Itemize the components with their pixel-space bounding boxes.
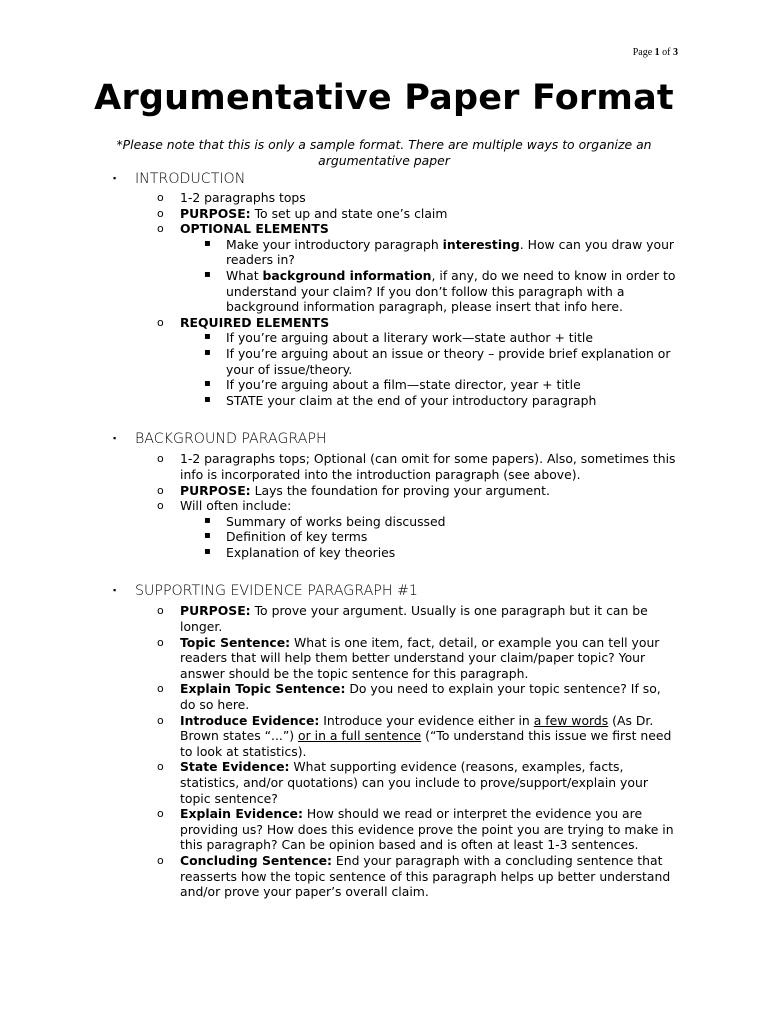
- item-text: What is one item, fact, detail, or example you can tell your readers that will help them better understand your claim/paper topic? Your answer should be the topic sentence for this paragraph.: [180, 634, 660, 681]
- item-text: Introduce your evidence either in: [319, 712, 534, 728]
- square-bullet-icon: ▪: [204, 331, 211, 343]
- page-title: Argumentative Paper Format: [94, 78, 674, 118]
- underlined-text: a few words: [533, 712, 609, 728]
- item-label: Topic Sentence:: [180, 634, 291, 650]
- section-heading: BACKGROUND PARAGRAPH: [135, 431, 327, 448]
- item-text: . How can you draw your readers in?: [226, 236, 675, 268]
- circle-bullet-icon: o: [157, 315, 164, 329]
- circle-bullet-icon: o: [157, 222, 164, 236]
- circle-bullet-icon: o: [157, 604, 164, 618]
- circle-bullet-icon: o: [157, 760, 164, 774]
- circle-bullet-icon: o: [157, 807, 164, 821]
- sub-list-item: [204, 377, 676, 393]
- item-label: Concluding Sentence:: [180, 852, 332, 868]
- item-text: What supporting evidence (reasons, examples, facts, statistics, and/or quotations) can you include to prove/support/explain your topic sentence?: [180, 759, 648, 806]
- item-text: , if any, do we need to know in order to understand your claim? If you don’t follow this paragraph with a background information paragraph, please insert that info here.: [226, 267, 676, 315]
- item-label: OPTIONAL ELEMENTS: [180, 221, 329, 237]
- list-item: [157, 205, 680, 222]
- item-text: Lays the foundation for proving your argument.: [250, 482, 550, 498]
- list-item: [157, 314, 680, 331]
- page-current: 1: [654, 47, 660, 58]
- sub-list-item: [204, 529, 676, 545]
- list-item: [157, 603, 680, 635]
- item-label: PURPOSE:: [180, 482, 251, 498]
- circle-bullet-icon: o: [157, 682, 164, 696]
- item-text: Explanation of key theories: [226, 544, 396, 560]
- square-bullet-icon: ▪: [113, 434, 117, 445]
- section-supporting-evidence: [113, 582, 768, 600]
- item-emphasis: background information: [262, 267, 432, 283]
- sub-list-item: [204, 345, 676, 377]
- item-text: 1-2 paragraphs tops; Optional (can omit for some papers). Also, sometimes this info is incorporated into the introduction paragraph (see above).: [180, 451, 676, 482]
- item-text: Definition of key terms: [226, 529, 368, 545]
- circle-bullet-icon: o: [157, 853, 164, 867]
- circle-bullet-icon: o: [157, 483, 164, 497]
- square-bullet-icon: ▪: [204, 237, 211, 249]
- item-label: Introduce Evidence:: [180, 712, 320, 728]
- page-word: Page: [632, 47, 653, 58]
- square-bullet-icon: ▪: [204, 545, 211, 557]
- circle-bullet-icon: o: [157, 206, 164, 220]
- list-item: [157, 712, 680, 760]
- section-heading: SUPPORTING EVIDENCE PARAGRAPH #1: [135, 583, 418, 600]
- document-body: [0, 170, 768, 900]
- item-text: End your paragraph with a concluding sentence that reasserts how the topic sentence of this paragraph helps up better understand and/or prove your paper’s overall claim.: [180, 852, 671, 900]
- list-item: [157, 806, 680, 853]
- square-bullet-icon: ▪: [204, 378, 211, 390]
- list-item: [157, 681, 680, 713]
- square-bullet-icon: ▪: [204, 514, 211, 526]
- page-number: [633, 47, 678, 58]
- section-background: [113, 430, 768, 448]
- item-text: If you’re arguing about a literary work—state author + title: [226, 330, 593, 346]
- item-label: REQUIRED ELEMENTS: [180, 314, 330, 330]
- sub-list-item: [204, 513, 676, 530]
- item-text: Make your introductory paragraph: [226, 236, 443, 252]
- item-text: (As Dr. Brown states “...”): [180, 712, 654, 744]
- of-word: of: [662, 47, 671, 58]
- page-total: 3: [673, 47, 678, 58]
- square-bullet-icon: ▪: [204, 393, 211, 405]
- circle-bullet-icon: o: [157, 191, 164, 204]
- list-item: [157, 482, 680, 499]
- item-text: If you’re arguing about an issue or theory – provide brief explanation or your of issue/theory.: [226, 345, 671, 377]
- item-text: 1-2 paragraphs tops: [180, 190, 306, 205]
- list-item: [157, 221, 680, 237]
- item-text: If you’re arguing about a film—state director, year + title: [226, 377, 581, 393]
- item-label: State Evidence:: [180, 759, 290, 775]
- section-heading: INTRODUCTION: [135, 171, 246, 187]
- square-bullet-icon: ▪: [204, 530, 211, 542]
- square-bullet-icon: ▪: [204, 268, 211, 280]
- underlined-text: or in a full sentence: [298, 728, 422, 744]
- sub-list-item: [204, 330, 676, 346]
- list-item: [157, 451, 680, 482]
- circle-bullet-icon: o: [157, 635, 164, 649]
- sub-list-item: [204, 236, 676, 268]
- item-text: What: [226, 267, 263, 283]
- item-text: Do you need to explain your topic sentence? If so, do so here.: [180, 681, 661, 713]
- list-item: [157, 190, 680, 206]
- list-item: [157, 852, 680, 900]
- sub-list-item: [204, 392, 676, 409]
- item-text: Summary of works being discussed: [226, 513, 446, 529]
- circle-bullet-icon: o: [157, 499, 164, 513]
- circle-bullet-icon: o: [157, 452, 164, 466]
- sub-list-item: [204, 267, 676, 315]
- item-text: Will often include:: [180, 498, 292, 514]
- item-text: (“To understand this issue we first need to look at statistics).: [180, 728, 672, 759]
- list-item: [157, 759, 680, 806]
- item-label: Explain Topic Sentence:: [180, 681, 346, 697]
- sub-list-item: [204, 544, 676, 561]
- item-text: To prove your argument. Usually is one paragraph but it can be longer.: [180, 603, 648, 635]
- section-introduction: [113, 170, 768, 188]
- list-item: [157, 498, 680, 514]
- list-item: [157, 634, 680, 682]
- format-note: *Please note that this is only a sample format. There are multiple ways to organize an argumentative paper: [116, 137, 652, 168]
- item-text: STATE your claim at the end of your introductory paragraph: [226, 392, 597, 408]
- square-bullet-icon: ▪: [113, 174, 117, 184]
- item-label: PURPOSE:: [180, 205, 251, 221]
- item-label: PURPOSE:: [180, 603, 251, 619]
- circle-bullet-icon: o: [157, 713, 164, 727]
- item-text: How should we read or interpret the evidence you are providing us? How does this evidence prove the point you are trying to make in this paragraph? Can be opinion based and is often at least 1-3 sentences.: [180, 806, 674, 853]
- square-bullet-icon: ▪: [204, 346, 211, 358]
- square-bullet-icon: ▪: [113, 586, 117, 597]
- item-label: Explain Evidence:: [180, 806, 303, 822]
- item-text: To set up and state one’s claim: [250, 205, 448, 221]
- item-emphasis: interesting: [442, 236, 520, 252]
